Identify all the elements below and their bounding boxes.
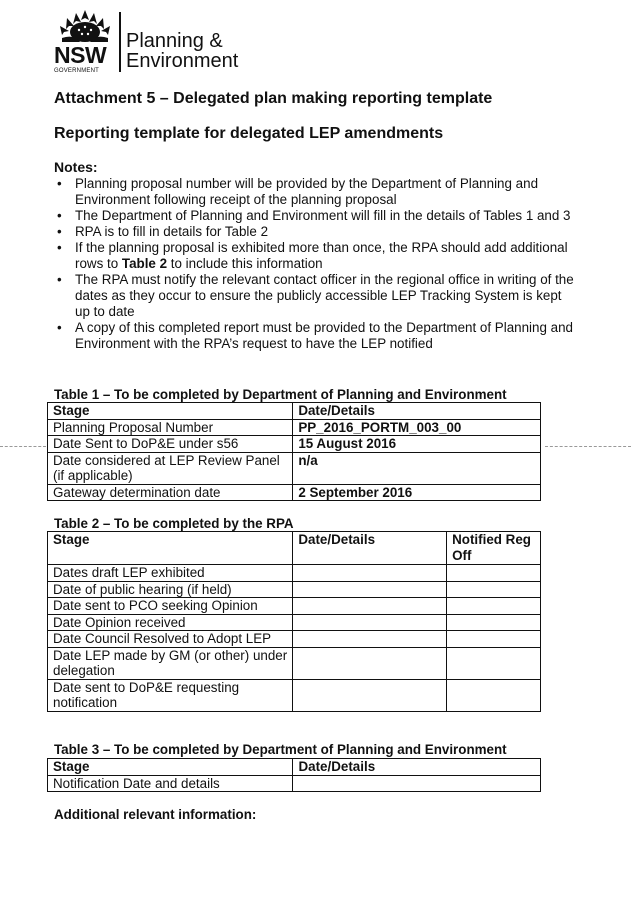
column-header: Date/Details (293, 532, 447, 565)
table-header-row (48, 403, 541, 420)
stage-cell: Date Opinion received (48, 614, 293, 631)
stage-cell: Date of public hearing (if held) (48, 581, 293, 598)
agency-name-line1: Planning & (126, 30, 223, 52)
column-header: Stage (48, 403, 293, 420)
table-row (48, 598, 541, 615)
nsw-government-logo (54, 8, 274, 74)
page-title: Attachment 5 – Delegated plan making reporting template (54, 90, 493, 107)
table2-caption: Table 2 – To be completed by the RPA (54, 516, 294, 531)
stage-cell: Dates draft LEP exhibited (48, 565, 293, 582)
stage-cell: Date considered at LEP Review Panel (if applicable) (48, 452, 293, 484)
details-cell: PP_2016_PORTM_003_00 (293, 419, 541, 436)
column-header: Notified Reg Off (447, 532, 541, 565)
note-item: • Planning proposal number will be provided by the Department of Planning and Environment following receipt of the planning proposal (54, 176, 574, 208)
table-row (48, 436, 541, 453)
note-item: • The RPA must notify the relevant contact officer in the regional office in writing of the dates as they occur to ensure the publicly accessible LEP Tracking System is kept up to date (54, 272, 574, 320)
table-header-row (48, 532, 541, 565)
note-item: • The Department of Planning and Environment will fill in the details of Tables 1 and 3 (54, 208, 574, 224)
stage-cell: Date LEP made by GM (or other) under delegation (48, 647, 293, 679)
notified-cell (447, 565, 541, 582)
details-cell (293, 775, 541, 792)
logo-government-text: GOVERNMENT (54, 68, 100, 74)
waratah-icon (54, 8, 116, 46)
table1 (47, 402, 541, 501)
logo-nsw-text: NSW (54, 42, 107, 68)
column-header: Date/Details (293, 403, 541, 420)
table-row (48, 581, 541, 598)
note-item: • RPA is to fill in details for Table 2 (54, 224, 574, 240)
stage-cell: Date sent to DoP&E requesting notification (48, 679, 293, 711)
note-item: • If the planning proposal is exhibited more than once, the RPA should add additional rows to Table 2 to include this information (54, 240, 574, 272)
stage-cell: Date Sent to DoP&E under s56 (48, 436, 293, 453)
details-cell (293, 565, 447, 582)
agency-name-line2: Environment (126, 50, 239, 72)
stage-cell: Planning Proposal Number (48, 419, 293, 436)
notified-cell (447, 598, 541, 615)
details-cell (293, 581, 447, 598)
details-cell: n/a (293, 452, 541, 484)
table-row (48, 565, 541, 582)
column-header: Stage (48, 759, 293, 776)
stage-cell: Notification Date and details (48, 775, 293, 792)
notified-cell (447, 631, 541, 648)
table-row (48, 419, 541, 436)
table3-caption: Table 3 – To be completed by Department of Planning and Environment (54, 742, 507, 757)
table-row (48, 775, 541, 792)
table-row (48, 452, 541, 484)
stage-cell: Gateway determination date (48, 484, 293, 501)
table-row (48, 679, 541, 711)
table-row (48, 614, 541, 631)
table3 (47, 758, 541, 792)
table2 (47, 531, 541, 712)
additional-info-heading: Additional relevant information: (54, 807, 257, 822)
notified-cell (447, 581, 541, 598)
notified-cell (447, 614, 541, 631)
details-cell: 15 August 2016 (293, 436, 541, 453)
details-cell (293, 614, 447, 631)
details-cell (293, 647, 447, 679)
stage-cell: Date sent to PCO seeking Opinion (48, 598, 293, 615)
notes-list (54, 176, 574, 352)
stage-cell: Date Council Resolved to Adopt LEP (48, 631, 293, 648)
column-header: Date/Details (293, 759, 541, 776)
table-row (48, 631, 541, 648)
details-cell (293, 679, 447, 711)
table1-caption: Table 1 – To be completed by Department of Planning and Environment (54, 387, 507, 402)
logo-divider (119, 12, 121, 72)
scan-artifact-line (545, 446, 631, 448)
notified-cell (447, 647, 541, 679)
notified-cell (447, 679, 541, 711)
details-cell (293, 598, 447, 615)
details-cell: 2 September 2016 (293, 484, 541, 501)
note-item: • A copy of this completed report must be provided to the Department of Planning and Environment with the RPA’s request to have the LEP notified (54, 320, 574, 352)
table-row (48, 647, 541, 679)
column-header: Stage (48, 532, 293, 565)
page-subtitle: Reporting template for delegated LEP amendments (54, 125, 444, 142)
notes-heading: Notes: (54, 159, 98, 175)
scan-artifact-line (0, 446, 46, 448)
table-row (48, 484, 541, 501)
details-cell (293, 631, 447, 648)
table-header-row (48, 759, 541, 776)
